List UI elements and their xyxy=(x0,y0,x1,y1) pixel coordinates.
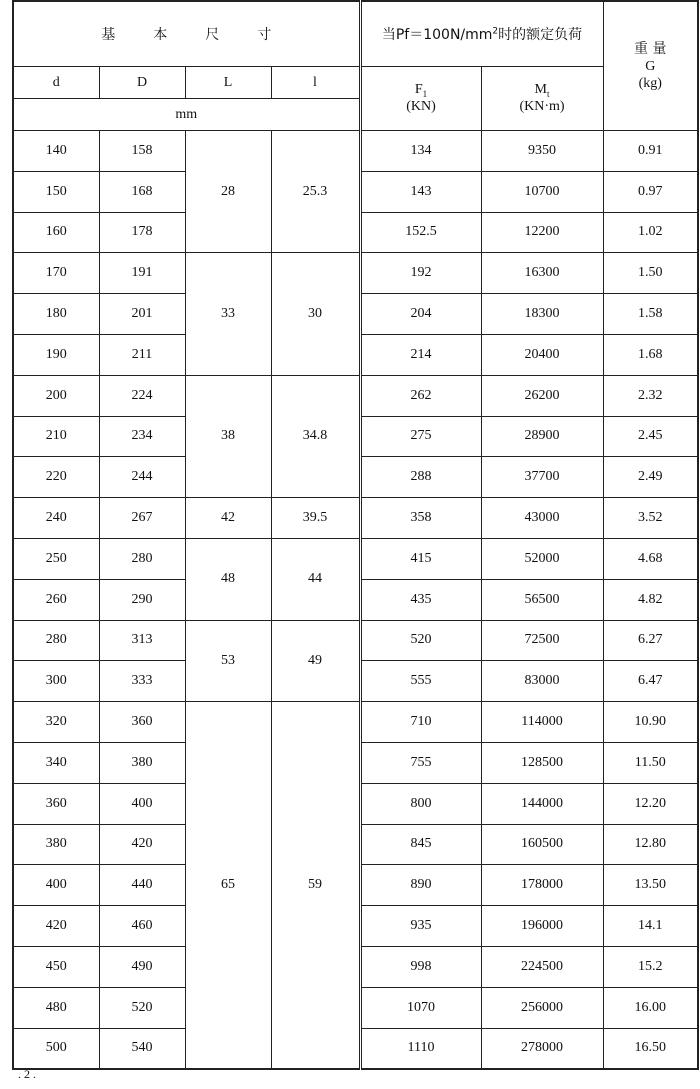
cell-weight: 6.47 xyxy=(603,661,698,702)
cell-D: 380 xyxy=(99,742,185,783)
cell-moment: 278000 xyxy=(481,1028,603,1069)
cell-l: 34.8 xyxy=(271,375,360,497)
cell-moment: 128500 xyxy=(481,742,603,783)
cell-d: 160 xyxy=(13,212,99,253)
cell-l: 49 xyxy=(271,620,360,702)
cell-D: 191 xyxy=(99,253,185,294)
cell-force: 520 xyxy=(360,620,481,661)
cell-force: 134 xyxy=(360,131,481,172)
cell-weight: 1.50 xyxy=(603,253,698,294)
cell-L: 38 xyxy=(185,375,271,497)
cell-weight: 6.27 xyxy=(603,620,698,661)
cell-moment: 83000 xyxy=(481,661,603,702)
cell-weight: 14.1 xyxy=(603,906,698,947)
cell-moment: 10700 xyxy=(481,171,603,212)
cell-D: 280 xyxy=(99,538,185,579)
cell-moment: 224500 xyxy=(481,946,603,987)
rated-load-header xyxy=(360,1,603,67)
cell-d: 250 xyxy=(13,538,99,579)
cell-d: 320 xyxy=(13,702,99,743)
cell-L: 65 xyxy=(185,702,271,1070)
cell-force: 890 xyxy=(360,865,481,906)
cell-d: 400 xyxy=(13,865,99,906)
cell-L: 42 xyxy=(185,498,271,539)
cell-weight: 0.97 xyxy=(603,171,698,212)
cell-D: 244 xyxy=(99,457,185,498)
cell-l: 59 xyxy=(271,702,360,1070)
cell-D: 490 xyxy=(99,946,185,987)
cell-moment: 56500 xyxy=(481,579,603,620)
cell-d: 500 xyxy=(13,1028,99,1069)
cell-force: 998 xyxy=(360,946,481,987)
cell-force: 845 xyxy=(360,824,481,865)
table-body xyxy=(13,131,698,1070)
cell-moment: 144000 xyxy=(481,783,603,824)
cell-force: 143 xyxy=(360,171,481,212)
cell-force: 415 xyxy=(360,538,481,579)
cell-weight: 2.49 xyxy=(603,457,698,498)
cell-D: 540 xyxy=(99,1028,185,1069)
cell-weight: 16.00 xyxy=(603,987,698,1028)
cell-moment: 16300 xyxy=(481,253,603,294)
moment-sub: t xyxy=(546,88,550,99)
cell-D: 360 xyxy=(99,702,185,743)
cell-moment: 12200 xyxy=(481,212,603,253)
col-header-D: D xyxy=(99,67,185,99)
cell-weight: 1.58 xyxy=(603,294,698,335)
force-unit: (KN) xyxy=(406,98,436,114)
cell-moment: 43000 xyxy=(481,498,603,539)
cell-D: 290 xyxy=(99,579,185,620)
cell-weight: 13.50 xyxy=(603,865,698,906)
cell-moment: 196000 xyxy=(481,906,603,947)
cell-weight: 1.02 xyxy=(603,212,698,253)
cell-D: 333 xyxy=(99,661,185,702)
cell-d: 150 xyxy=(13,171,99,212)
cell-force: 192 xyxy=(360,253,481,294)
cell-d: 210 xyxy=(13,416,99,457)
spec-table xyxy=(12,0,699,1070)
cell-D: 211 xyxy=(99,334,185,375)
rated-load-prefix: 当Pf＝100N/mm xyxy=(381,27,493,43)
cell-force: 275 xyxy=(360,416,481,457)
cell-force: 214 xyxy=(360,334,481,375)
col-header-L: L xyxy=(185,67,271,99)
cell-D: 178 xyxy=(99,212,185,253)
weight-unit: (kg) xyxy=(638,75,662,91)
cell-force: 555 xyxy=(360,661,481,702)
cell-moment: 114000 xyxy=(481,702,603,743)
cell-force: 358 xyxy=(360,498,481,539)
cell-l: 44 xyxy=(271,538,360,620)
weight-header xyxy=(603,1,698,131)
cell-moment: 52000 xyxy=(481,538,603,579)
cell-d: 300 xyxy=(13,661,99,702)
cell-D: 440 xyxy=(99,865,185,906)
cell-force: 288 xyxy=(360,457,481,498)
cell-d: 140 xyxy=(13,131,99,172)
cell-weight: 4.82 xyxy=(603,579,698,620)
cell-d: 360 xyxy=(13,783,99,824)
cell-moment: 9350 xyxy=(481,131,603,172)
cell-force: 435 xyxy=(360,579,481,620)
cell-l: 25.3 xyxy=(271,131,360,253)
basic-dimensions-header xyxy=(13,1,360,67)
cell-d: 480 xyxy=(13,987,99,1028)
weight-cn-label: 重 量 xyxy=(634,40,667,57)
cell-d: 450 xyxy=(13,946,99,987)
cell-d: 180 xyxy=(13,294,99,335)
cell-force: 204 xyxy=(360,294,481,335)
cell-moment: 37700 xyxy=(481,457,603,498)
force-symbol: F xyxy=(414,82,423,98)
mm-unit-label: mm xyxy=(13,99,360,131)
cell-moment: 28900 xyxy=(481,416,603,457)
cell-force: 262 xyxy=(360,375,481,416)
cell-l: 39.5 xyxy=(271,498,360,539)
cell-d: 380 xyxy=(13,824,99,865)
cell-L: 28 xyxy=(185,131,271,253)
cell-weight: 12.80 xyxy=(603,824,698,865)
cell-weight: 0.91 xyxy=(603,131,698,172)
table-row xyxy=(13,620,698,661)
cell-weight: 1.68 xyxy=(603,334,698,375)
cell-d: 170 xyxy=(13,253,99,294)
cell-d: 240 xyxy=(13,498,99,539)
cell-L: 48 xyxy=(185,538,271,620)
cell-D: 224 xyxy=(99,375,185,416)
moment-symbol: M xyxy=(534,82,547,98)
cell-moment: 72500 xyxy=(481,620,603,661)
cell-D: 460 xyxy=(99,906,185,947)
cell-moment: 256000 xyxy=(481,987,603,1028)
weight-symbol: G xyxy=(645,58,656,74)
cell-weight: 3.52 xyxy=(603,498,698,539)
cell-D: 420 xyxy=(99,824,185,865)
cell-D: 234 xyxy=(99,416,185,457)
cell-D: 313 xyxy=(99,620,185,661)
cell-moment: 26200 xyxy=(481,375,603,416)
table-row xyxy=(13,375,698,416)
cell-D: 400 xyxy=(99,783,185,824)
cell-d: 260 xyxy=(13,579,99,620)
cell-force: 800 xyxy=(360,783,481,824)
cell-moment: 18300 xyxy=(481,294,603,335)
cell-weight: 15.2 xyxy=(603,946,698,987)
table-row xyxy=(13,498,698,539)
cell-force: 935 xyxy=(360,906,481,947)
cell-force: 710 xyxy=(360,702,481,743)
cell-l: 30 xyxy=(271,253,360,375)
cell-d: 280 xyxy=(13,620,99,661)
cell-D: 520 xyxy=(99,987,185,1028)
cell-force: 1070 xyxy=(360,987,481,1028)
rated-load-suffix: 时的额定负荷 xyxy=(498,27,583,43)
table-row xyxy=(13,702,698,743)
cell-weight: 4.68 xyxy=(603,538,698,579)
force-sub: 1 xyxy=(422,88,428,99)
cell-moment: 160500 xyxy=(481,824,603,865)
basic-dimensions-label: 基本尺寸 xyxy=(101,27,310,43)
col-header-moment xyxy=(481,67,603,131)
cell-D: 267 xyxy=(99,498,185,539)
cell-weight: 2.32 xyxy=(603,375,698,416)
cell-L: 33 xyxy=(185,253,271,375)
rated-load-sup: 2 xyxy=(492,26,499,37)
col-header-force xyxy=(360,67,481,131)
table-row xyxy=(13,253,698,294)
cell-d: 420 xyxy=(13,906,99,947)
page-number: . 2 . xyxy=(18,1067,36,1081)
cell-force: 152.5 xyxy=(360,212,481,253)
cell-D: 158 xyxy=(99,131,185,172)
table-row xyxy=(13,538,698,579)
cell-moment: 178000 xyxy=(481,865,603,906)
cell-L: 53 xyxy=(185,620,271,702)
cell-force: 1110 xyxy=(360,1028,481,1069)
cell-d: 190 xyxy=(13,334,99,375)
cell-D: 201 xyxy=(99,294,185,335)
cell-D: 168 xyxy=(99,171,185,212)
moment-unit: (KN·m) xyxy=(519,98,565,114)
table-row xyxy=(13,131,698,172)
cell-d: 200 xyxy=(13,375,99,416)
col-header-d: d xyxy=(13,67,99,99)
cell-d: 220 xyxy=(13,457,99,498)
cell-force: 755 xyxy=(360,742,481,783)
cell-weight: 11.50 xyxy=(603,742,698,783)
cell-moment: 20400 xyxy=(481,334,603,375)
cell-weight: 2.45 xyxy=(603,416,698,457)
cell-weight: 12.20 xyxy=(603,783,698,824)
cell-weight: 16.50 xyxy=(603,1028,698,1069)
col-header-l: l xyxy=(271,67,360,99)
cell-d: 340 xyxy=(13,742,99,783)
cell-weight: 10.90 xyxy=(603,702,698,743)
